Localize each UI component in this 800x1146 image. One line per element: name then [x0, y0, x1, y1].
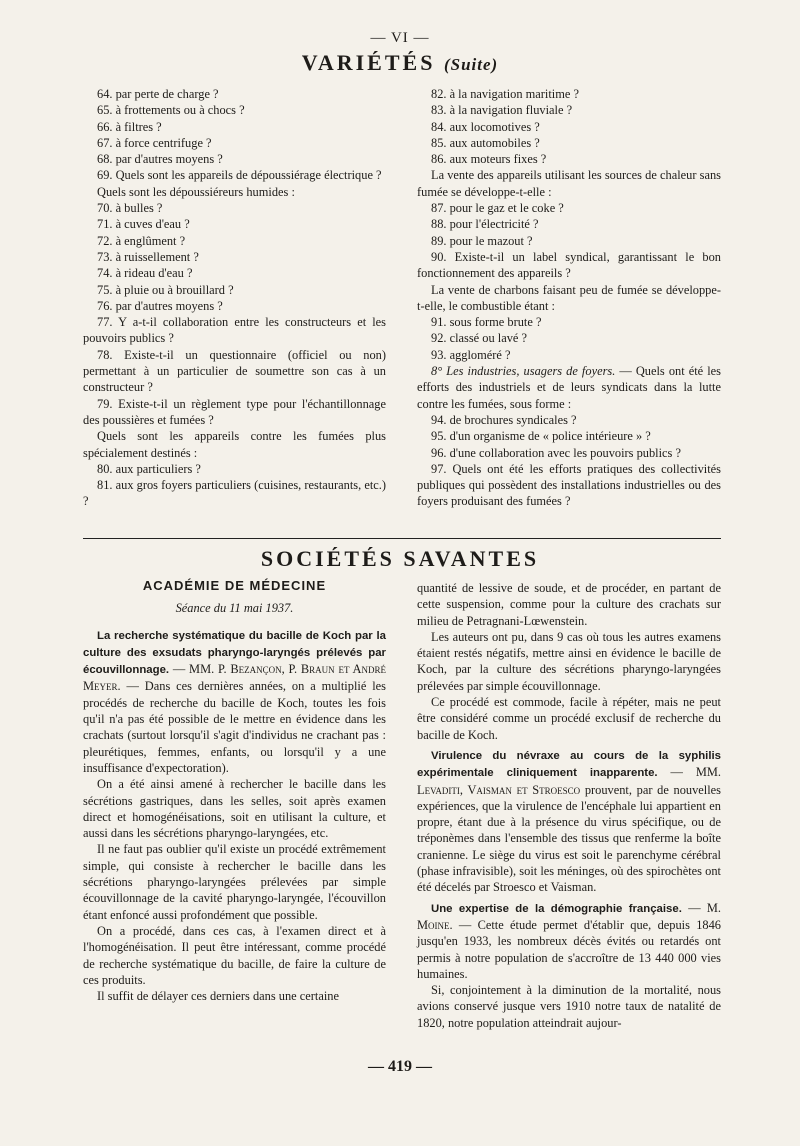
paragraph-text: 73. à ruissellement ?	[97, 249, 199, 264]
question-item	[417, 216, 721, 232]
question-item	[83, 314, 386, 347]
question-item	[417, 347, 721, 363]
varietes-title: VARIÉTÉS	[301, 50, 436, 75]
paragraph-text: 96. d'une collaboration avec les pouvoirs publics ?	[431, 445, 681, 460]
varietes-right-column	[417, 86, 721, 510]
paragraph-text: prouvent, par de nouvelles expériences, que la virulence de l'encéphale lui appartient en propre, étant due à la présence du virus spécifique, ou de tréponèmes dans l'ensemble des tissus que renferme la boîte cranienne. Le siège du virus est soit le parenchyme cérébral (phase infravisible), soit les méninges, où des spirochètes ont été décelés par Stroesco et Vaisman.	[417, 782, 721, 895]
societes-left-column	[83, 578, 386, 1004]
question-item	[417, 314, 721, 330]
paragraph-text: Si, conjointement à la diminution de la mortalité, nous avions conservé jusque vers 1910 notre taux de natalité de 1820, notre population atteindrait aujour-	[417, 983, 721, 1030]
question-item	[83, 298, 386, 314]
question-item	[417, 200, 721, 216]
paragraph-text: 90. Existe-t-il un label syndical, garantissant le bon fonctionnement des appareils ?	[417, 249, 721, 281]
question-item	[83, 347, 386, 396]
paragraph-text: — Quels ont été les efforts des industriels et de leurs syndicats dans la lutte contre les fumées, sous forme :	[417, 364, 721, 411]
paragraph-text: 66. à filtres ?	[97, 119, 162, 134]
paragraph-text: 93. aggloméré ?	[431, 347, 511, 362]
section-title-societes: SOCIÉTÉS SAVANTES	[260, 546, 540, 571]
question-item	[417, 86, 721, 102]
paragraph-text: — Cette étude permet d'établir que, depuis 1846 jusqu'en 1933, les nombreux décès évités ou retardés ont permis à notre population de s'accroître de 13 440 000 vies humaines.	[417, 917, 721, 981]
article-title: Une expertise de la démographie française.	[431, 902, 682, 915]
paragraph-text: La vente de charbons faisant peu de fumée se développe-t-elle, le combustible étant :	[417, 282, 721, 313]
paragraph-text: 84. aux locomotives ?	[431, 119, 540, 134]
question-item	[417, 461, 721, 510]
paragraph	[417, 629, 721, 694]
paragraph-text: 91. sous forme brute ?	[431, 315, 542, 330]
paragraph-text: 77. Y a-t-il collaboration entre les constructeurs et les pouvoirs publics ?	[83, 315, 386, 346]
paragraph-text: 78. Existe-t-il un questionnaire (officiel ou non) permettant à un particulier de soumettre son cas à un constructeur ?	[83, 347, 386, 395]
paragraph	[417, 982, 721, 1031]
paragraph-text: On a procédé, dans ces cas, à l'examen direct et à l'homogénéisation. Il peut être intéressant, comme procédé de recherche systématique du bacille, de faire la culture de ces produits.	[83, 923, 386, 987]
question-item	[417, 167, 721, 200]
paragraph-text: 76. par d'autres moyens ?	[97, 298, 223, 313]
paragraph-text: — Dans ces dernières années, on a multiplié les procédés de recherche du bacille de Koch, toutes les fois qu'il n'a pas été possible de le mettre en évidence dans les crachats (surtout lorsqu'il s'agit d'individus ne crachant pas : pleurétiques, femmes, enfants, ou lorsqu'il y a une insuffisance d'expectoration).	[83, 679, 386, 775]
question-item	[417, 330, 721, 346]
paragraph-text: 75. à pluie ou à brouillard ?	[97, 282, 234, 297]
question-item	[417, 249, 721, 282]
paragraph-text: Les auteurs ont pu, dans 9 cas où tous les autres examens étaient restés négatifs, mettre ainsi en évidence le bacille de Koch, par la culture des sécrétions pharyngo-laryngées prélevées par simple écouvillonnage.	[417, 629, 721, 693]
question-item	[83, 265, 386, 281]
paragraph-text: 74. à rideau d'eau ?	[97, 266, 193, 281]
varietes-left-column	[83, 86, 386, 510]
paragraph-text: 67. à force centrifuge ?	[97, 135, 212, 150]
paragraph-text: 92. classé ou lavé ?	[431, 331, 527, 346]
paragraph-text: 86. aux moteurs fixes ?	[431, 152, 547, 167]
question-item	[83, 233, 386, 249]
paragraph-text: 87. pour le gaz et le coke ?	[431, 201, 564, 216]
paragraph-text: 94. de brochures syndicales ?	[431, 412, 577, 427]
page-number: — 419 —	[368, 1058, 432, 1075]
question-item	[417, 412, 721, 428]
section-heading: 8° Les industries, usagers de foyers.	[431, 364, 616, 379]
societes-right-column	[417, 580, 721, 1031]
article-authors: — MM. Levaditi, Vaisman et Stroesco	[417, 765, 722, 797]
paragraph-text: Il suffit de délayer ces derniers dans une certaine	[97, 989, 339, 1004]
paragraph-text: quantité de lessive de soude, et de procéder, en partant de cette suspension, comme pour la culture des crachats sur milieu de Petragnani-Lœwenstein.	[417, 581, 721, 628]
paragraph	[417, 900, 721, 982]
question-item	[83, 151, 386, 167]
question-item	[83, 102, 386, 118]
question-item	[83, 396, 386, 429]
question-item	[83, 86, 386, 102]
article-authors: — M. Moine.	[417, 900, 721, 932]
paragraph	[83, 988, 386, 1004]
question-item	[83, 282, 386, 298]
question-item	[417, 102, 721, 118]
paragraph	[417, 694, 721, 743]
paragraph	[417, 580, 721, 629]
question-item	[417, 119, 721, 135]
paragraph	[417, 747, 721, 896]
paragraph	[83, 776, 386, 841]
paragraph-text: 80. aux particuliers ?	[97, 461, 201, 476]
question-item	[417, 428, 721, 444]
paragraph-text: 82. à la navigation maritime ?	[431, 87, 579, 101]
paragraph-text: 81. aux gros foyers particuliers (cuisines, restaurants, etc.) ?	[83, 478, 386, 509]
paragraph-text: 65. à frottements ou à chocs ?	[97, 103, 245, 118]
paragraph-text: 68. par d'autres moyens ?	[97, 152, 223, 167]
question-item	[83, 461, 386, 477]
varietes-suite: (Suite)	[443, 55, 499, 74]
question-item	[83, 167, 386, 183]
paragraph-text: 70. à bulles ?	[97, 201, 163, 216]
question-item	[417, 445, 721, 461]
question-item	[83, 428, 386, 461]
academy-heading: ACADÉMIE DE MÉDECINE	[142, 578, 327, 593]
paragraph-text: 88. pour l'électricité ?	[431, 217, 539, 232]
question-item	[417, 233, 721, 249]
paragraph-text: 97. Quels ont été les efforts pratiques des collectivités publiques qui possèdent des installations industrielles ou des foyers produisant des fumées ?	[417, 461, 721, 509]
paragraph	[83, 923, 386, 988]
seance-date: Séance du 11 mai 1937.	[175, 601, 294, 616]
paragraph-text: Quels sont les appareils contre les fumées plus spécialement destinés :	[83, 429, 386, 460]
question-item	[83, 477, 386, 510]
question-item	[83, 200, 386, 216]
paragraph-text: 85. aux automobiles ?	[431, 135, 540, 150]
question-item	[83, 249, 386, 265]
paragraph-text: 89. pour le mazout ?	[431, 233, 533, 248]
paragraph	[83, 627, 386, 777]
question-item	[417, 151, 721, 167]
question-item	[83, 119, 386, 135]
question-item	[417, 282, 721, 315]
paragraph-text: 72. à englûment ?	[97, 233, 186, 248]
question-item	[83, 216, 386, 232]
question-item	[83, 135, 386, 151]
paragraph-text: 79. Existe-t-il un règlement type pour l'échantillonnage des poussières et fumées ?	[83, 396, 386, 427]
question-item	[417, 363, 721, 412]
paragraph-text: Quels sont les dépoussiéreurs humides :	[97, 184, 295, 199]
article-authors: — MM. P. Bezançon, P. Braun et André Meyer.	[83, 662, 386, 694]
page-header-roman: — VI —	[370, 30, 430, 46]
paragraph-text: 71. à cuves d'eau ?	[97, 217, 190, 232]
paragraph-text: 64. par perte de charge ?	[97, 87, 219, 101]
paragraph-text: Ce procédé est commode, facile à répéter, mais ne peut être considéré comme un procédé exclusif de recherche du bacille de Koch.	[417, 695, 721, 742]
paragraph-text: Il ne faut pas oublier qu'il existe un procédé extrêmement simple, qui consiste à rechercher le bacille dans les sécrétions pharyngo-laryngées prélevées par simple écouvillonnage de la cavité pharyngo-laryngée, l'écouvillon étant enfoncé aussi profondément que possible.	[83, 842, 386, 922]
article-title: Virulence du névraxe au cours de la syphilis expérimentale cliniquement inapparente.	[417, 749, 721, 780]
question-item	[83, 184, 386, 200]
paragraph	[83, 841, 386, 922]
paragraph-text: 83. à la navigation fluviale ?	[431, 103, 573, 118]
section-title-varietes	[0, 50, 800, 76]
article-title: La recherche systématique du bacille de Koch par la culture des exsudats pharyngo-laryngés prélevés par écouvillonnage.	[83, 629, 386, 677]
paragraph-text: On a été ainsi amené à rechercher le bacille dans les sécrétions gastriques, dans les selles, soit après examen direct et homogénéisations, soit en utilisant la culture, et aussi dans les sécrétions pharyngo-laryngées, etc.	[83, 777, 386, 841]
paragraph-text: 69. Quels sont les appareils de dépoussiérage électrique ?	[97, 168, 382, 183]
question-item	[417, 135, 721, 151]
section-divider	[83, 538, 721, 539]
paragraph-text: 95. d'un organisme de « police intérieure » ?	[431, 429, 651, 444]
paragraph-text: La vente des appareils utilisant les sources de chaleur sans fumée se développe-t-elle :	[417, 168, 721, 199]
